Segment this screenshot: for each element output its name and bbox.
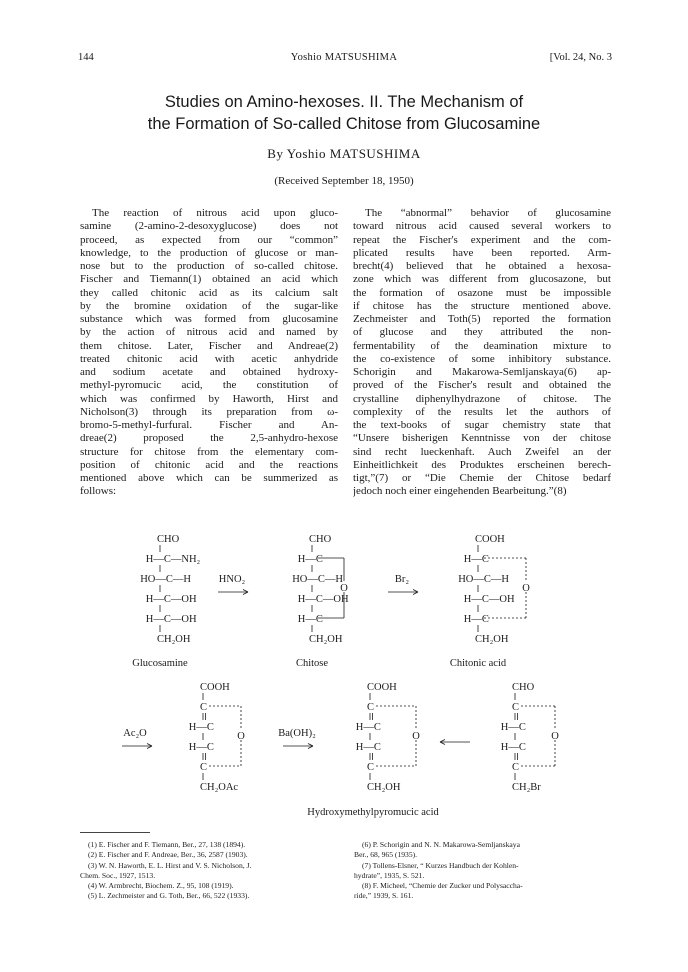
fischer-row: COOH <box>475 534 505 545</box>
fischer-row: CH₂Br <box>512 782 541 793</box>
ring-oxygen: O <box>237 731 245 742</box>
footnote-line: Ber., 68, 965 (1935). <box>354 850 418 860</box>
reagent-label: Ac₂O <box>123 728 147 739</box>
text-line: structure for chitose from the elementary com- <box>80 445 338 458</box>
fischer-row: CH₂OAc <box>200 782 239 793</box>
footnote-line: (1) E. Fischer and F. Tiemann, Ber., 27, 138 (1894). <box>88 840 246 849</box>
page-number: 144 <box>78 52 94 63</box>
footnote-line: (3) W. N. Haworth, E. L. Hirst and V. S. Nicholson, J. <box>88 860 252 870</box>
text-line: jedoch noch einer eingehenden Bearbeitung.”(8) <box>353 485 567 498</box>
footnote-line: ride,” 1939, S. 161. <box>354 891 414 901</box>
compound-label: Chitose <box>295 658 329 669</box>
compound-label: Glucosamine <box>132 658 188 669</box>
text-line: plicated results have been reported. Arm- <box>353 246 611 259</box>
text-line: mentioned above which can be summerized as <box>80 472 338 484</box>
fischer-row: C <box>367 762 375 773</box>
fischer-row: CH₂OH <box>309 634 343 645</box>
text-line: the text-books of sugar chemistry state that <box>353 419 611 431</box>
text-line: the co-existence of some inhibitory substance. <box>353 352 611 365</box>
text-line: Einheitlichkeit des Produktes erscheinen berech- <box>353 458 611 471</box>
fischer-row: HO—C—H <box>292 574 343 585</box>
footnote-rule <box>80 832 150 833</box>
fischer-row: H—C <box>500 722 526 733</box>
fischer-row: CH₂OH <box>157 634 191 645</box>
text-line: if chitose has the structure mentioned above. <box>353 299 611 312</box>
fischer-row: H—C—NH₂ <box>145 554 201 565</box>
text-line: tigt,”(7) or “Die Chemie der Chitose bedarf <box>353 472 611 484</box>
fischer-row: HO—C—H <box>140 574 191 585</box>
text-line: nose but to the production of so-called chitose. <box>80 260 338 272</box>
footnote-line: (6) P. Schorigin and N. N. Makarowa-Semljanskaya <box>362 840 520 849</box>
reagent-label: HNO₂ <box>218 574 246 585</box>
footnote-line: Chem. Soc., 1927, 1513. <box>80 870 156 880</box>
scheme-caption: Hydroxymethylpyromucic acid <box>307 807 439 818</box>
footnote-line: (7) Tollens-Elsner, “ Kurzes Handbuch der Kohlen- <box>362 860 519 870</box>
text-line: Fischer and Tiemann(1) obtained an acid which <box>80 273 338 286</box>
text-line: dreae(2) proposed the 2,5-anhydro-hexose <box>80 432 338 445</box>
fischer-row: CHO <box>157 534 180 545</box>
fischer-row: H—C <box>355 722 381 733</box>
fischer-row: C <box>512 762 520 773</box>
text-line: the formation of osazone must be impossible <box>353 286 611 299</box>
received-date: (Received September 18, 1950) <box>274 175 414 187</box>
fischer-row: H—C <box>500 742 526 753</box>
text-line: Nicholson(3) through its preparation from ω- <box>80 405 338 418</box>
text-line: Schorigin and Makarowa-Semljanskaya(6) ap- <box>353 366 611 378</box>
text-line: “Unsere bisherigen Kenntnisse von der chitose <box>353 432 611 445</box>
text-line: crystalline diphenylhydrazone of chitose. The <box>353 392 611 405</box>
byline: By Yoshio MATSUSHIMA <box>267 146 421 161</box>
text-line: position of chitonic acid and the reactions <box>80 458 338 471</box>
fischer-row: H—C—OH <box>145 594 197 605</box>
text-line: samine (2-amino-2-desoxyglucose) does not <box>80 220 338 233</box>
text-line: fermentability of the deamination mixture to <box>353 339 611 352</box>
text-line: The “abnormal” behavior of glucosamine <box>365 207 611 219</box>
volume-info: [Vol. 24, No. 3 <box>549 52 612 63</box>
text-line: knowledge, to the production of glucose or man- <box>80 246 338 259</box>
text-line: which was confirmed by Haworth, Hirst and <box>80 392 338 405</box>
title-line-2: the Formation of So-called Chitose from Glucosamine <box>147 115 541 133</box>
fischer-row: H—C <box>355 742 381 753</box>
text-line: The reaction of nitrous acid upon gluco- <box>92 207 338 219</box>
fischer-row: H—C—OH <box>297 594 349 605</box>
text-line: follows: <box>80 485 117 498</box>
footnote-line: (2) E. Fischer and F. Andreae, Ber., 36, 2587 (1903). <box>88 850 248 860</box>
text-line: substance which was formed from glucosamine <box>80 313 338 325</box>
fischer-row: CHO <box>309 534 332 545</box>
text-line: sind recht lueckenhaft. Auch Zweifel an der <box>353 445 611 458</box>
footnotes-right <box>354 840 612 902</box>
text-line: of glucose and they attributed the non- <box>353 326 611 339</box>
fischer-row: H—C—OH <box>463 594 515 605</box>
reagent-label: Br₂ <box>394 574 410 585</box>
ring-oxygen: O <box>412 731 420 742</box>
footnote-line: (8) F. Micheel, “Chemie der Zucker und Polysaccha- <box>362 881 523 891</box>
text-line: brecht(4) believed that he obtained a hexosa- <box>353 260 611 272</box>
fischer-row: C <box>512 702 520 713</box>
text-line: by the action of nitrous acid and named by <box>80 326 338 339</box>
reagent-label: Ba(OH)₂ <box>278 728 316 739</box>
footnote-line: (4) W. Armbrecht, Biochem. Z., 95, 108 (1919). <box>88 881 234 891</box>
fischer-row: HO—C—H <box>458 574 509 585</box>
fischer-row: H—C <box>188 722 214 733</box>
running-author: Yoshio MATSUSHIMA <box>290 52 398 63</box>
fischer-row: H—C <box>297 614 323 625</box>
fischer-row: C <box>367 702 375 713</box>
text-line: by the bromine oxidation of the sugar-like <box>80 299 338 312</box>
text-line: and sodium acetate and obtained hydroxy- <box>80 366 338 378</box>
text-line: toward nitrous acid caused several workers to <box>353 220 611 233</box>
footnotes-left <box>80 840 338 902</box>
fischer-row: C <box>200 702 208 713</box>
fischer-row: CH₂OH <box>475 634 509 645</box>
ring-oxygen: O <box>551 731 559 742</box>
fischer-row: COOH <box>200 682 230 693</box>
text-line: they called chitonic acid as its calcium salt <box>80 286 338 299</box>
text-line: them chitose. Later, Fischer and Andreae(2) <box>80 339 338 352</box>
text-line: methyl-pyromucic acid, the constitution of <box>80 379 338 392</box>
ring-oxygen: O <box>522 583 530 594</box>
footnote-line: (5) L. Zechmeister and G. Toth, Ber., 66, 522 (1933). <box>88 891 250 901</box>
fischer-row: H—C <box>463 554 489 565</box>
fischer-row: COOH <box>367 682 397 693</box>
text-line: bromo-5-methyl-furfural. Fischer and An- <box>80 419 338 431</box>
fischer-row: H—C—OH <box>145 614 197 625</box>
text-line: complexity of the results let the authors of <box>353 405 611 418</box>
text-line: treated chitonic acid with acetic anhydride <box>80 352 338 365</box>
footnote-line: hydrate”, 1935, S. 521. <box>354 870 425 880</box>
fischer-row: H—C <box>297 554 323 565</box>
text-line: repeat the Fischer's experiment and the com- <box>353 233 611 246</box>
ring-oxygen: O <box>340 583 348 594</box>
text-line: proceed, as expected from our “common” <box>80 233 338 246</box>
fischer-row: CH₂OH <box>367 782 401 793</box>
text-line: proved of the Fischer's result and obtained the <box>353 379 611 392</box>
compound-label: Chitonic acid <box>449 658 507 669</box>
title-line-1: Studies on Amino-hexoses. II. The Mechanism of <box>164 93 524 111</box>
fischer-row: CHO <box>512 682 535 693</box>
text-line: Zechmeister and Toth(5) reported the formation <box>353 313 611 325</box>
fischer-row: C <box>200 762 208 773</box>
fischer-row: H—C <box>463 614 489 625</box>
fischer-row: H—C <box>188 742 214 753</box>
text-line: zone which was different from glucosazone, but <box>353 273 611 286</box>
